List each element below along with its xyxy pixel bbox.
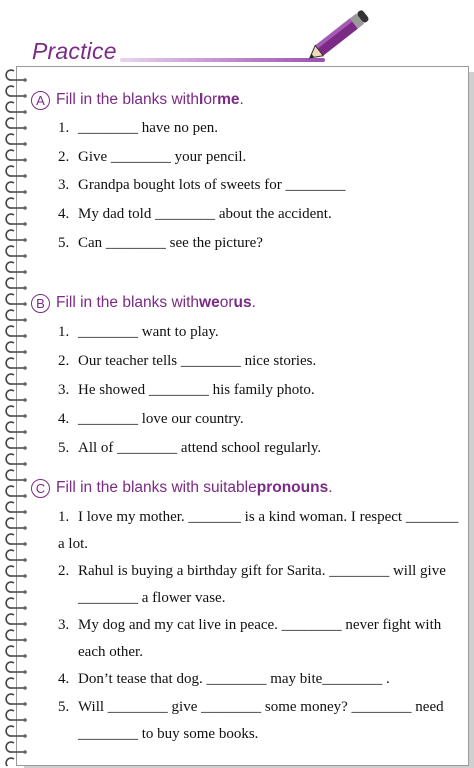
spiral-ring [6,726,24,736]
item-number: 3. [58,617,70,633]
binding-hole [23,702,27,706]
spiral-ring [6,262,24,272]
item-text: My dad told ________ about the accident. [78,206,332,222]
binding-hole [23,718,27,722]
binding-hole [23,286,27,290]
item-text: ________ want to play. [78,324,219,340]
binding-hole [23,254,27,258]
section-c-badge: C [31,479,50,498]
section-b-heading-post: . [251,294,256,311]
spiral-ring [6,486,24,496]
binding-hole [23,430,27,434]
item-number: 4. [58,671,70,687]
spiral-ring [6,406,24,416]
section-c-heading-word1: pronouns [256,479,329,496]
spiral-ring [6,310,24,320]
section-c-item-3-cont [78,642,143,662]
spiral-ring [6,70,24,80]
spiral-ring [6,422,24,432]
item-text: Give ________ your pencil. [78,149,247,165]
spiral-ring [6,86,24,96]
spiral-ring [6,470,24,480]
section-a-heading [31,89,244,111]
binding-hole [23,334,27,338]
binding-hole [23,574,27,578]
item-number: 4. [58,411,70,427]
section-c-item-5-cont [78,724,258,744]
spiral-ring [6,566,24,576]
section-a-heading-post: . [239,91,244,108]
section-b-heading-word2: us [233,294,252,311]
spiral-ring [6,102,24,112]
item-text: ________ to buy some books. [78,726,259,742]
binding-hole [23,590,27,594]
item-number: 4. [58,206,70,222]
spiral-ring [6,342,24,352]
spiral-ring [6,550,24,560]
binding-hole [23,526,27,530]
section-b-heading-mid: or [219,294,234,311]
spiral-ring [6,678,24,688]
page-title: Practice [32,38,117,64]
binding-hole [23,190,27,194]
binding-hole [23,110,27,114]
item-number: 1. [58,509,70,525]
binding-hole [23,158,27,162]
section-b-heading [31,292,256,314]
item-number: 3. [58,177,70,193]
section-c-item-4 [58,669,390,689]
item-text: Grandpa bought lots of sweets for ________ [78,177,346,193]
binding-hole [23,126,27,130]
section-c-heading-post: . [328,479,333,496]
binding-hole [23,622,27,626]
spiral-ring [6,742,24,752]
spiral-ring [6,150,24,160]
binding-hole [23,478,27,482]
binding-hole [23,654,27,658]
item-number: 2. [58,149,70,165]
title-underline [120,58,325,62]
spiral-ring [6,118,24,128]
spiral-ring [6,134,24,144]
item-number: 5. [58,235,70,251]
binding-hole [23,94,27,98]
section-a-heading-word1: I [199,91,204,108]
section-c-item-2-cont [78,588,225,608]
section-c-item-5 [58,697,444,717]
section-a-heading-pre: Fill in the blanks with [56,91,200,108]
binding-hole [23,174,27,178]
item-text: Rahul is buying a birthday gift for Sarita. ________ will give [78,563,446,579]
section-b-badge: B [31,294,50,313]
binding-hole [23,206,27,210]
spiral-ring [6,438,24,448]
pencil-icon [300,0,380,70]
spiral-ring [6,502,24,512]
section-c-item-2 [58,561,446,581]
spiral-ring [6,166,24,176]
spiral-ring [6,246,24,256]
binding-hole [23,318,27,322]
binding-hole [23,494,27,498]
section-b-heading-pre: Fill in the blanks with [56,294,200,311]
binding-hole [23,302,27,306]
section-b-item-3 [58,380,315,400]
binding-hole [23,446,27,450]
spiral-ring [6,294,24,304]
item-text: All of ________ attend school regularly. [78,440,322,456]
item-text: My dog and my cat live in peace. ________ never fight with [78,617,442,633]
section-a-heading-mid: or [203,91,218,108]
section-a-item-2 [58,147,246,167]
item-text: a lot. [58,536,88,552]
spiral-ring [6,230,24,240]
item-text: Don’t tease that dog. ________ may bite________ . [78,671,390,687]
item-text: ________ a flower vase. [78,590,226,606]
binding-hole [23,414,27,418]
binding-hole [23,350,27,354]
spiral-ring [6,582,24,592]
spiral-ring [6,630,24,640]
section-c-heading-pre: Fill in the blanks with suitable [56,479,257,496]
spiral-ring [6,198,24,208]
section-b-item-2 [58,351,316,371]
section-a-badge: A [31,91,50,110]
binding-hole [23,670,27,674]
spiral-ring [6,662,24,672]
section-c-item-3 [58,615,441,635]
spiral-ring [6,214,24,224]
section-b-item-1 [58,322,219,342]
binding-hole [23,606,27,610]
section-c-item-1-cont [58,534,88,554]
binding-hole [23,222,27,226]
item-text: I love my mother. _______ is a kind woman. I respect _______ [78,509,459,525]
item-number: 2. [58,353,70,369]
item-number: 1. [58,120,70,136]
binding-hole [23,686,27,690]
item-text: ________ love our country. [78,411,244,427]
binding-hole [23,142,27,146]
section-a-heading-word2: me [217,91,240,108]
spiral-ring [6,182,24,192]
item-number: 5. [58,699,70,715]
item-text: Can ________ see the picture? [78,235,263,251]
spiral-ring [6,694,24,704]
binding-hole [23,638,27,642]
item-number: 1. [58,324,70,340]
spiral-ring [6,534,24,544]
section-a-item-3 [58,175,345,195]
item-number: 3. [58,382,70,398]
section-b-item-5 [58,438,321,458]
spiral-ring [6,358,24,368]
section-c-heading [31,477,333,499]
spiral-ring [6,710,24,720]
section-a-item-1 [58,118,218,138]
binding-hole [23,558,27,562]
spiral-ring [6,598,24,608]
item-text: Our teacher tells ________ nice stories. [78,353,317,369]
spiral-ring [6,374,24,384]
section-b-heading-word1: we [199,294,220,311]
section-c-item-1 [58,507,458,527]
item-number: 2. [58,563,70,579]
binding-hole [23,542,27,546]
item-text: He showed ________ his family photo. [78,382,315,398]
binding-hole [23,398,27,402]
binding-hole [23,366,27,370]
spiral-ring [6,278,24,288]
spiral-ring [6,518,24,528]
spiral-ring [6,326,24,336]
binding-hole [23,78,27,82]
spiral-ring [6,646,24,656]
binding-hole [23,510,27,514]
section-b-item-4 [58,409,244,429]
spiral-ring [6,758,24,766]
item-text: ________ have no pen. [78,120,218,136]
section-a-item-4 [58,204,332,224]
item-number: 5. [58,440,70,456]
spiral-ring [6,614,24,624]
binding-hole [23,238,27,242]
spiral-ring [6,454,24,464]
item-text: Will ________ give ________ some money? ________ need [78,699,444,715]
binding-hole [23,382,27,386]
section-a-item-5 [58,233,263,253]
item-text: each other. [78,644,143,660]
spiral-ring [6,390,24,400]
binding-hole [23,270,27,274]
binding-hole [23,750,27,754]
spiral-binding [0,66,34,766]
binding-hole [23,734,27,738]
binding-hole [23,462,27,466]
